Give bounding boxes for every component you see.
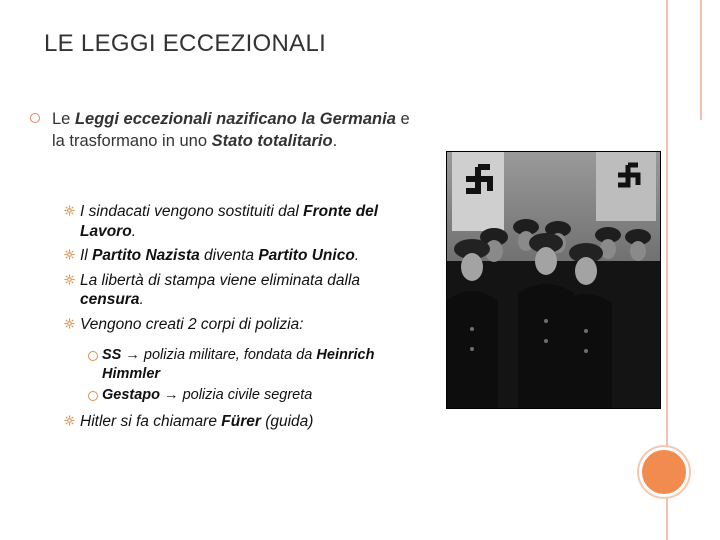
text-segment: . [332, 132, 338, 150]
frame-bottom-line [666, 494, 668, 540]
main-bullet-text [52, 108, 422, 152]
text-emphasis: censura [80, 291, 140, 308]
list-item [62, 202, 422, 241]
text-emphasis: Leggi eccezionali nazificano la Germania [74, 110, 396, 128]
text-segment: Vengono creati 2 corpi di polizia: [80, 315, 304, 333]
orange-circle-ornament [642, 450, 686, 494]
arrow-right-icon: → [121, 347, 144, 363]
text-emphasis: Heinrich Himmler [102, 347, 375, 382]
text-segment: . [354, 247, 360, 264]
text-segment: I sindacati vengono sostituiti dal [80, 203, 304, 220]
text-emphasis: Stato totalitario [211, 132, 333, 150]
list-item [62, 271, 422, 310]
frame-right-line [666, 0, 668, 450]
police-bullet-list [88, 346, 418, 407]
text-segment: La libertà di stampa viene eliminata dalla [80, 271, 361, 289]
photo-illustration [446, 151, 661, 409]
text-emphasis: SS [102, 347, 122, 363]
sunburst-bullet-icon [64, 318, 75, 329]
bullet-ring-icon [88, 391, 98, 401]
sunburst-bullet-icon [64, 249, 75, 260]
text-segment: e la trasformano in uno [52, 110, 410, 150]
text-segment: (guida) [260, 413, 314, 430]
text-segment: Il [80, 247, 93, 264]
text-segment: polizia militare, fondata da [143, 347, 317, 363]
text-segment: polizia civile segreta [182, 387, 313, 403]
text-segment: Le [52, 110, 75, 128]
text-emphasis: Partito Nazista [92, 247, 200, 264]
list-item [62, 412, 422, 432]
sunburst-bullet-icon [64, 415, 75, 426]
sub-bullet-list [62, 202, 422, 339]
text-emphasis: Fronte del Lavoro [80, 203, 379, 240]
sunburst-bullet-icon [64, 205, 75, 216]
historical-photo [446, 151, 661, 409]
list-item [88, 346, 418, 384]
bullet-ring-icon [30, 113, 40, 123]
frame-top-right-line [700, 0, 702, 120]
sunburst-bullet-icon [64, 274, 75, 285]
slide-title: LE LEGGI ECCEZIONALI [44, 30, 327, 57]
list-item [62, 315, 422, 335]
text-emphasis: Gestapo [102, 387, 161, 403]
bullet-ring-icon [88, 351, 98, 361]
arrow-right-icon: → [160, 387, 183, 403]
text-segment: . [139, 291, 144, 308]
last-bullet [62, 412, 422, 437]
text-segment: Hitler si fa chiamare [80, 413, 222, 430]
text-emphasis: Partito Unico [258, 247, 355, 264]
text-segment: . [131, 222, 136, 240]
text-emphasis: Fürer [221, 413, 261, 430]
list-item [62, 246, 422, 266]
text-segment: diventa [199, 247, 259, 264]
list-item [88, 386, 418, 405]
